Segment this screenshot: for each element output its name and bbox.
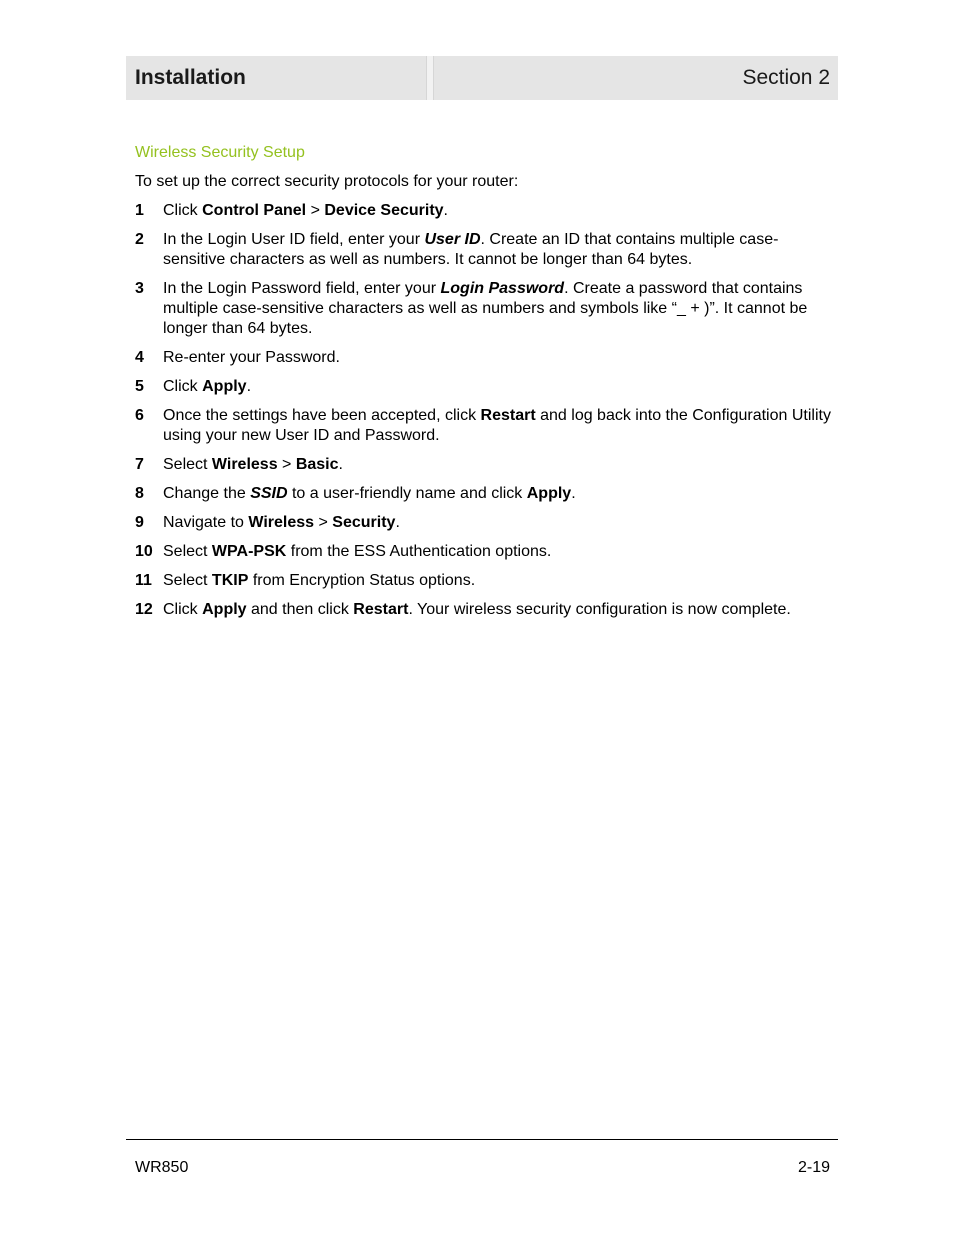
step-text: [163, 542, 835, 562]
step-text: [163, 201, 835, 221]
step-text-run: Click: [163, 601, 203, 618]
step-emphasis: Device Security: [324, 202, 444, 219]
step-text: [163, 513, 835, 533]
header-section: Section 2: [742, 66, 830, 89]
step-number: 6: [135, 407, 144, 424]
step-text: [163, 377, 835, 397]
step-text-run: Re-enter your Password.: [163, 349, 340, 366]
step-text-run: In the Login Password field, enter your: [163, 280, 441, 297]
step-text: [163, 571, 835, 591]
main-content: [135, 143, 835, 629]
step-text-run: >: [277, 456, 296, 473]
step-text-run: Select: [163, 543, 212, 560]
step-text-run: Once the settings have been accepted, click: [163, 407, 481, 424]
step-text: [163, 406, 835, 446]
step-item: [135, 201, 835, 221]
step-emphasis: Login Password: [440, 280, 565, 297]
step-emphasis: User ID: [424, 231, 481, 248]
step-emphasis: SSID: [250, 485, 288, 502]
step-emphasis: TKIP: [211, 572, 249, 589]
step-emphasis: Security: [332, 514, 396, 531]
section-title: Wireless Security Setup: [135, 144, 305, 161]
step-text: [163, 230, 835, 270]
step-item: [135, 484, 835, 504]
step-number: 3: [135, 280, 144, 297]
step-text-run: .: [246, 378, 252, 395]
header-title: Installation: [135, 66, 246, 89]
step-number: 12: [135, 601, 153, 618]
step-emphasis: Apply: [202, 601, 247, 618]
step-text-run: to a user-friendly name and click: [287, 485, 527, 502]
step-number: 9: [135, 514, 144, 531]
step-emphasis: Control Panel: [202, 202, 307, 219]
footer-model: WR850: [135, 1159, 189, 1176]
step-text-run: Change the: [163, 485, 251, 502]
step-item: [135, 348, 835, 368]
footer-rule: [126, 1139, 838, 1140]
step-text: [163, 484, 835, 504]
step-emphasis: Apply: [202, 378, 247, 395]
step-text-run: .: [338, 456, 343, 473]
step-text-run: Select: [163, 456, 212, 473]
step-item: [135, 513, 835, 533]
step-text-run: >: [306, 202, 325, 219]
step-number: 4: [135, 349, 144, 366]
step-number: 10: [135, 543, 153, 560]
steps-list: [135, 201, 835, 620]
step-text: [163, 279, 835, 339]
step-text-run: . Your wireless security configuration is now complete.: [408, 601, 791, 618]
step-text: [163, 455, 835, 475]
footer-page-number: 2-19: [797, 1159, 830, 1176]
step-text-run: .: [395, 514, 400, 531]
step-number: 1: [135, 202, 144, 219]
step-emphasis: Wireless: [248, 514, 315, 531]
step-item: [135, 377, 835, 397]
step-text-run: In the Login User ID field, enter your: [163, 231, 425, 248]
step-emphasis: Apply: [526, 485, 572, 502]
step-text-run: Select: [163, 572, 212, 589]
step-text-run: Click: [163, 378, 203, 395]
step-item: [135, 279, 835, 339]
step-emphasis: Restart: [353, 601, 409, 618]
step-text-run: from Encryption Status options.: [248, 572, 476, 589]
step-item: [135, 406, 835, 446]
step-text-run: >: [314, 514, 333, 531]
step-number: 5: [135, 378, 144, 395]
step-text: [163, 348, 835, 368]
step-text-run: . Create an ID that contains multiple case-sensitive characters as well as numbers. It cannot be longer than 64 bytes.: [163, 231, 779, 268]
step-text-run: and log back into the Configuration Utility using your new User ID and Password.: [163, 407, 831, 444]
step-item: [135, 230, 835, 270]
step-number: 8: [135, 485, 144, 502]
step-number: 7: [135, 456, 144, 473]
intro-text: To set up the correct security protocols for your router:: [135, 173, 519, 190]
step-emphasis: WPA-PSK: [211, 543, 287, 560]
step-text-run: Navigate to: [163, 514, 249, 531]
step-item: [135, 600, 835, 620]
step-item: [135, 542, 835, 562]
step-number: 11: [135, 572, 152, 589]
step-number: 2: [135, 231, 144, 248]
step-emphasis: Basic: [295, 456, 339, 473]
step-emphasis: Restart: [480, 407, 536, 424]
step-text: [163, 600, 835, 620]
step-text-run: from the ESS Authentication options.: [286, 543, 552, 560]
step-text-run: .: [571, 485, 576, 502]
step-emphasis: Wireless: [211, 456, 278, 473]
step-text-run: Click: [163, 202, 203, 219]
step-item: [135, 455, 835, 475]
header-divider: [426, 56, 434, 100]
step-item: [135, 571, 835, 591]
step-text-run: and then click: [246, 601, 354, 618]
page-header: [126, 56, 838, 100]
step-text-run: . Create a password that contains multiple case-sensitive characters as well as numbers and symbols like “_ + )”. It cannot be longer than 64 bytes.: [163, 280, 808, 337]
step-text-run: .: [443, 202, 448, 219]
